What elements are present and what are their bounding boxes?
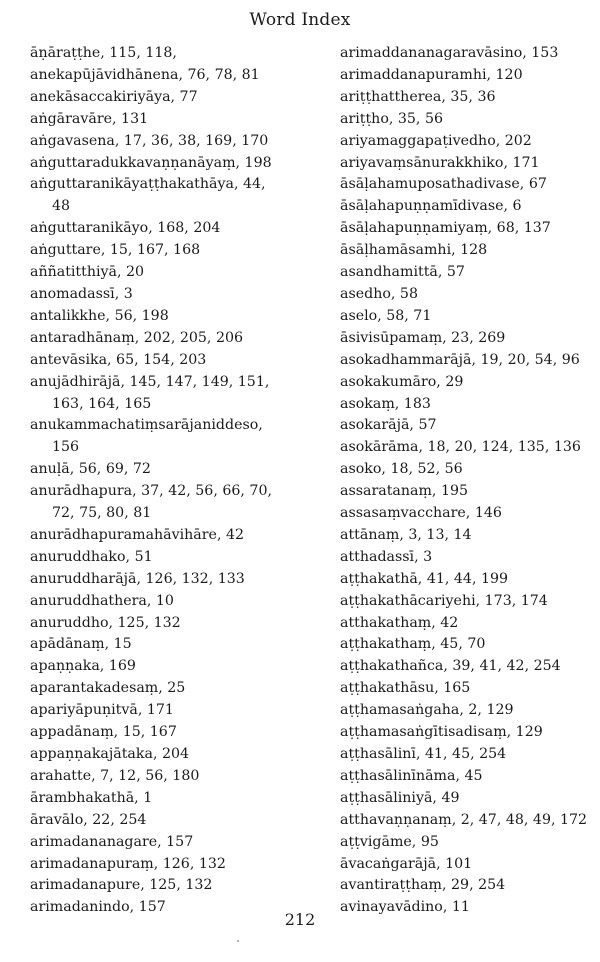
index-entry-text: anurādhapuramahāvihāre, 42 [30,526,245,543]
index-entry-text: asokaṃ, 183 [340,395,431,412]
index-entry [340,87,600,109]
index-entry [340,240,600,262]
index-entry [340,109,600,131]
index-entry [30,109,300,131]
index-entry-text: atthavaṇṇanaṃ, 2, 47, 48, 49, 172 [340,811,588,828]
index-entry-text: anuruddho, 125, 132 [30,614,181,631]
index-entry [30,634,300,656]
index-entry-continuation: 72, 75, 80, 81 [52,505,152,522]
index-entry [340,547,600,569]
index-entry [30,65,300,87]
index-entry-text: aṭṭhasāliniyā, 49 [340,789,460,806]
index-entry-text: āravālo, 22, 254 [30,811,147,828]
index-entry-text: asokārāma, 18, 20, 124, 135, 136 [340,439,581,456]
index-entry [340,328,600,350]
index-entry [30,174,300,218]
index-entry-text: appadānaṃ, 15, 167 [30,724,177,741]
index-entry-text: āsāḷahamuposathadivase, 67 [340,176,547,193]
index-entry [30,153,300,175]
index-entry-text: anuḷā, 56, 69, 72 [30,461,151,478]
index-entry-text: aṭṭhakathaṃ, 45, 70 [340,636,486,653]
index-entry-text: aṭṭhasālinīnāma, 45 [340,767,483,784]
index-entry-text: aparantakadesaṃ, 25 [30,680,186,697]
index-entry [340,744,600,766]
index-entry-continuation: 156 [52,439,80,456]
index-entry-text: apariyāpuṇitvā, 171 [30,702,174,719]
index-entry [340,854,600,876]
index-entry-text: aṅgāravāre, 131 [30,110,149,127]
index-entry-text: āsivisūpamaṃ, 23, 269 [340,329,506,346]
index-entry-text: āṇāraṭṭhe, 115, 118, [30,45,177,61]
index-entry-text: ārambhakathā, 1 [30,789,153,806]
index-entry [340,372,600,394]
index-entry-text: appaṇṇakajātaka, 204 [30,746,190,762]
index-entry [30,240,300,262]
index-entry-text: aṭṭhakathā, 41, 44, 199 [340,570,509,587]
index-entry [30,87,300,109]
index-entry-text: apādānaṃ, 15 [30,636,132,653]
index-entry [30,744,300,766]
index-entry [340,262,600,284]
index-entry [340,503,600,525]
index-entry [30,875,300,897]
index-entry-text: aññatitthiyā, 20 [30,264,145,281]
page-number: 212 [284,910,316,929]
index-entry-text: arimaddananagaravāsino, 153 [340,45,559,61]
index-entry-text: aṭṭhakathācariyehi, 173, 174 [340,592,548,609]
index-entry [340,875,600,897]
index-entry-text: aṭṭvigāme, 95 [340,833,439,850]
index-entry-text: atthadassī, 3 [340,548,433,565]
index-entry [30,525,300,547]
index-entry [30,459,300,481]
index-entry-text: aṅgavasena, 17, 36, 38, 169, 170 [30,132,269,149]
index-entry-text: aṭṭhakathañca, 39, 41, 42, 254 [340,658,561,675]
index-entry [340,284,600,306]
index-entry [340,722,600,744]
index-entry-text: anomadassī, 3 [30,285,133,302]
index-entry-continuation: 48 [52,198,71,215]
index-entry-text: asoko, 18, 52, 56 [340,461,463,478]
index-entry-text: āsāḷahapuṇṇamīdivase, 6 [340,198,522,215]
index-entry-text: ariṭṭhattherea, 35, 36 [340,88,496,105]
index-entry [30,306,300,328]
index-entry [340,678,600,700]
index-entry [340,65,600,87]
index-entry [340,788,600,810]
index-entry [340,613,600,635]
index-entry-text: avinayavādino, 11 [340,899,470,916]
index-entry [30,481,300,525]
index-entry-text: antaradhānaṃ, 202, 205, 206 [30,329,244,346]
index-entry [340,569,600,591]
index-entry-text: attānaṃ, 3, 13, 14 [340,526,472,543]
index-entry [30,262,300,284]
index-entry [30,328,300,350]
index-entry [340,459,600,481]
index-entry-text: ariyamaggapaṭivedho, 202 [340,132,532,149]
index-entry [30,569,300,591]
index-entry-text: arimadanapuraṃ, 126, 132 [30,855,226,872]
index-entry-text: aṭṭhamasaṅgaha, 2, 129 [340,702,514,719]
index-entry [340,525,600,547]
index-entry-continuation: 163, 164, 165 [52,395,152,412]
index-entry-text: asandhamittā, 57 [340,264,465,281]
index-entry [30,415,300,459]
index-entry-text: anekapūjāvidhānena, 76, 78, 81 [30,66,260,83]
index-entry-text: aṅguttaranikāyaṭṭhakathāya, 44, [30,176,266,193]
index-entry [340,350,600,372]
index-entry [340,810,600,832]
index-entry-text: arimadananagare, 157 [30,833,194,850]
index-entry [340,656,600,678]
index-entry [340,306,600,328]
index-entry-text: asedho, 58 [340,285,418,302]
index-entry [30,854,300,876]
index-entry [30,788,300,810]
index-entry [30,547,300,569]
index-entry-text: anukammachatiṃsarājaniddeso, [30,417,263,434]
index-entry-text: assaratanaṃ, 195 [340,483,469,500]
index-entry [340,481,600,503]
speck [237,940,239,942]
index-entry-text: aṅguttaradukkavaṇṇanāyaṃ, 198 [30,154,272,171]
index-entry-text: āvacaṅgarājā, 101 [340,855,473,872]
index-entry [340,766,600,788]
index-column-left [30,43,300,919]
index-entry [340,43,600,65]
index-entry [340,153,600,175]
index-entry-text: anuruddharājā, 126, 132, 133 [30,570,245,587]
index-entry [340,218,600,240]
index-entry-text: antalikkhe, 56, 198 [30,307,169,324]
index-entry-text: āsāḷhamāsamhi, 128 [340,242,488,259]
index-entry [340,415,600,437]
running-header: Word Index [249,10,351,30]
index-entry [30,591,300,613]
index-entry-text: ariṭṭho, 35, 56 [340,110,444,127]
index-entry [340,700,600,722]
index-entry [340,634,600,656]
index-entry [30,832,300,854]
index-entry-text: anuruddhathera, 10 [30,592,174,609]
index-entry [30,656,300,678]
index-entry-text: anujādhirājā, 145, 147, 149, 151, [30,373,270,390]
index-entry-text: anuruddhako, 51 [30,548,153,565]
index-entry [340,437,600,459]
index-entry-text: āsāḷahapuṇṇamiyaṃ, 68, 137 [340,220,551,237]
index-entry-text: asokakumāro, 29 [340,373,464,390]
index-entry [30,218,300,240]
index-entry-text: aṅguttare, 15, 167, 168 [30,242,201,259]
index-column-right [340,43,600,919]
index-entry-text: aṭṭhasālinī, 41, 45, 254 [340,746,507,762]
index-entry [30,722,300,744]
index-entry [340,591,600,613]
index-entry [30,810,300,832]
index-entry [30,284,300,306]
index-entry [340,394,600,416]
index-entry-text: anurādhapura, 37, 42, 56, 66, 70, [30,483,272,500]
index-entry [340,174,600,196]
index-entry [30,613,300,635]
index-entry [340,832,600,854]
index-entry-text: asokadhammarājā, 19, 20, 54, 96 [340,351,580,368]
index-entry [30,700,300,722]
index-entry-text: avantiraṭṭhaṃ, 29, 254 [340,877,506,894]
index-entry [340,131,600,153]
index-entry [340,196,600,218]
index-entry-text: assasaṃvacchare, 146 [340,505,502,522]
index-entry-text: arimadanindo, 157 [30,899,166,916]
index-entry-text: aṅguttaranikāyo, 168, 204 [30,220,221,237]
index-entry-text: apaṇṇaka, 169 [30,658,136,675]
index-entry-text: aselo, 58, 71 [340,307,432,324]
index-entry-text: arimaddanapuramhi, 120 [340,66,523,83]
index-entry-text: atthakathaṃ, 42 [340,614,459,631]
index-entry [30,766,300,788]
index-entry-text: asokarājā, 57 [340,417,437,434]
index-entry [30,43,300,65]
index-entry-text: anekāsaccakiriyāya, 77 [30,88,198,105]
index-entry-text: antevāsika, 65, 154, 203 [30,351,207,368]
index-entry [30,372,300,416]
index-entry-text: aṭṭhamasaṅgītisadisaṃ, 129 [340,724,543,741]
index-entry-text: ariyavaṃsānurakkhiko, 171 [340,154,540,171]
index-entry [30,678,300,700]
index-entry [30,350,300,372]
index-entry-text: arahatte, 7, 12, 56, 180 [30,767,200,784]
index-entry [30,131,300,153]
index-entry-text: arimadanapure, 125, 132 [30,877,213,894]
index-entry-text: aṭṭhakathāsu, 165 [340,680,471,697]
